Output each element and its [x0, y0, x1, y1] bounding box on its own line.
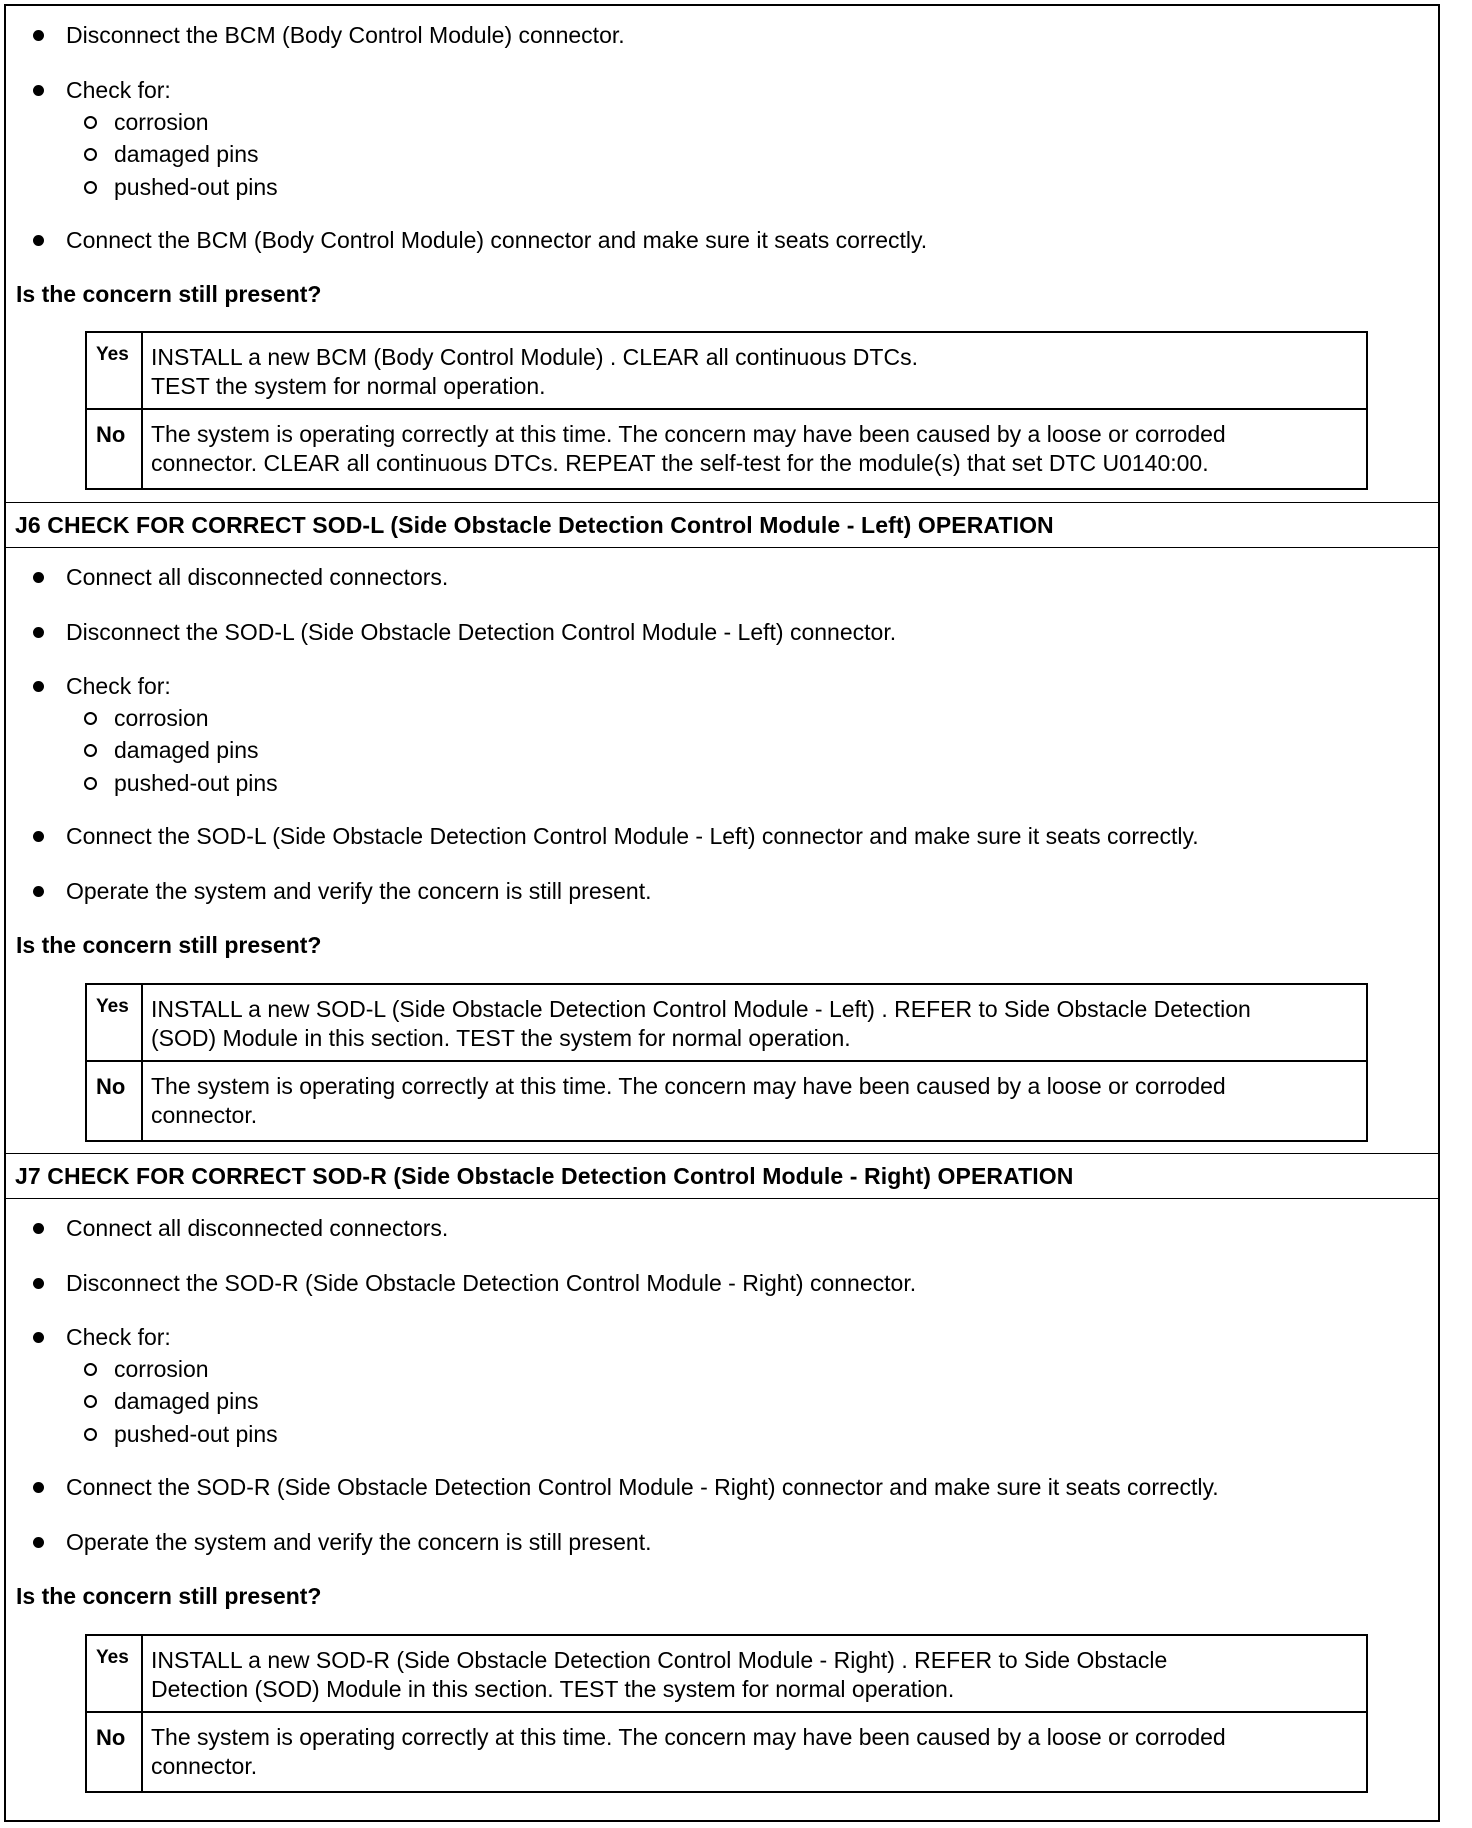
check-item: pushed-out pins: [114, 1421, 278, 1447]
no-action-line: The system is operating correctly at this time. The concern may have been caused by a loose or corroded: [151, 1073, 1226, 1099]
circle-bullet-icon: [84, 116, 97, 129]
yes-no-table: [85, 983, 1368, 1142]
step-text: Disconnect the BCM (Body Control Module) connector.: [66, 22, 625, 48]
circle-bullet-icon: [84, 1428, 97, 1441]
question-text: Is the concern still present?: [16, 932, 322, 958]
circle-bullet-icon: [84, 712, 97, 725]
table-divider: [141, 333, 143, 488]
check-item: damaged pins: [114, 737, 259, 763]
circle-bullet-icon: [84, 744, 97, 757]
yes-label: Yes: [96, 344, 129, 365]
yes-label: Yes: [96, 1647, 129, 1668]
step-text: Connect all disconnected connectors.: [66, 564, 449, 590]
no-action-line: The system is operating correctly at this time. The concern may have been caused by a loose or corroded: [151, 421, 1226, 447]
no-label: No: [96, 422, 126, 447]
check-item: corrosion: [114, 109, 209, 135]
no-action-line: connector.: [151, 1753, 258, 1779]
question-text: Is the concern still present?: [16, 1583, 322, 1609]
check-for-label: Check for:: [66, 1324, 171, 1350]
step-text: Operate the system and verify the concern is still present.: [66, 878, 652, 904]
procedure-frame: [4, 4, 1440, 1822]
bullet-icon: [33, 886, 44, 897]
no-action-line: connector.: [151, 1102, 258, 1128]
circle-bullet-icon: [84, 148, 97, 161]
table-divider: [87, 408, 1366, 410]
table-divider: [87, 1060, 1366, 1062]
table-divider: [87, 1711, 1366, 1713]
yes-action-line: INSTALL a new SOD-R (Side Obstacle Detection Control Module - Right) . REFER to Side Obstacle: [151, 1647, 1168, 1673]
bullet-icon: [33, 1332, 44, 1343]
bullet-icon: [33, 572, 44, 583]
check-item: pushed-out pins: [114, 770, 278, 796]
check-item: corrosion: [114, 705, 209, 731]
bullet-icon: [33, 1278, 44, 1289]
yes-label: Yes: [96, 996, 129, 1017]
bullet-icon: [33, 235, 44, 246]
step-text: Disconnect the SOD-L (Side Obstacle Detection Control Module - Left) connector.: [66, 619, 897, 645]
bullet-icon: [33, 1537, 44, 1548]
step-heading-j6: J6 CHECK FOR CORRECT SOD-L (Side Obstacle Detection Control Module - Left) OPERATION: [6, 502, 1438, 548]
step-text: Operate the system and verify the concern is still present.: [66, 1529, 652, 1555]
circle-bullet-icon: [84, 181, 97, 194]
no-label: No: [96, 1725, 126, 1750]
circle-bullet-icon: [84, 1363, 97, 1376]
circle-bullet-icon: [84, 1395, 97, 1408]
bullet-icon: [33, 627, 44, 638]
yes-no-table: [85, 1634, 1368, 1793]
check-for-label: Check for:: [66, 673, 171, 699]
check-for-label: Check for:: [66, 77, 171, 103]
no-label: No: [96, 1074, 126, 1099]
yes-action-line: (SOD) Module in this section. TEST the system for normal operation.: [151, 1025, 851, 1051]
check-item: damaged pins: [114, 141, 259, 167]
yes-no-table: [85, 331, 1368, 490]
yes-action-line: Detection (SOD) Module in this section. TEST the system for normal operation.: [151, 1676, 955, 1702]
bullet-icon: [33, 1223, 44, 1234]
step-text: Disconnect the SOD-R (Side Obstacle Detection Control Module - Right) connector.: [66, 1270, 917, 1296]
step-text: Connect all disconnected connectors.: [66, 1215, 449, 1241]
step-heading-j7: J7 CHECK FOR CORRECT SOD-R (Side Obstacle Detection Control Module - Right) OPERATION: [6, 1153, 1438, 1199]
bullet-icon: [33, 831, 44, 842]
check-item: corrosion: [114, 1356, 209, 1382]
bullet-icon: [33, 30, 44, 41]
table-divider: [141, 1636, 143, 1791]
bullet-icon: [33, 681, 44, 692]
check-item: pushed-out pins: [114, 174, 278, 200]
question-text: Is the concern still present?: [16, 281, 322, 307]
bullet-icon: [33, 1482, 44, 1493]
bullet-icon: [33, 85, 44, 96]
step-text: Connect the SOD-L (Side Obstacle Detection Control Module - Left) connector and make sure it seats correctly.: [66, 823, 1199, 849]
circle-bullet-icon: [84, 777, 97, 790]
table-divider: [141, 985, 143, 1140]
no-action-line: connector. CLEAR all continuous DTCs. REPEAT the self-test for the module(s) that set DTC U0140:00.: [151, 450, 1209, 476]
yes-action-line: INSTALL a new SOD-L (Side Obstacle Detection Control Module - Left) . REFER to Side Obstacle Detection: [151, 996, 1251, 1022]
no-action-line: The system is operating correctly at this time. The concern may have been caused by a loose or corroded: [151, 1724, 1226, 1750]
check-item: damaged pins: [114, 1388, 259, 1414]
step-text: Connect the BCM (Body Control Module) connector and make sure it seats correctly.: [66, 227, 928, 253]
yes-action-line: INSTALL a new BCM (Body Control Module) . CLEAR all continuous DTCs.: [151, 344, 918, 370]
yes-action-line: TEST the system for normal operation.: [151, 373, 546, 399]
step-text: Connect the SOD-R (Side Obstacle Detection Control Module - Right) connector and make sure it seats correctly.: [66, 1474, 1219, 1500]
